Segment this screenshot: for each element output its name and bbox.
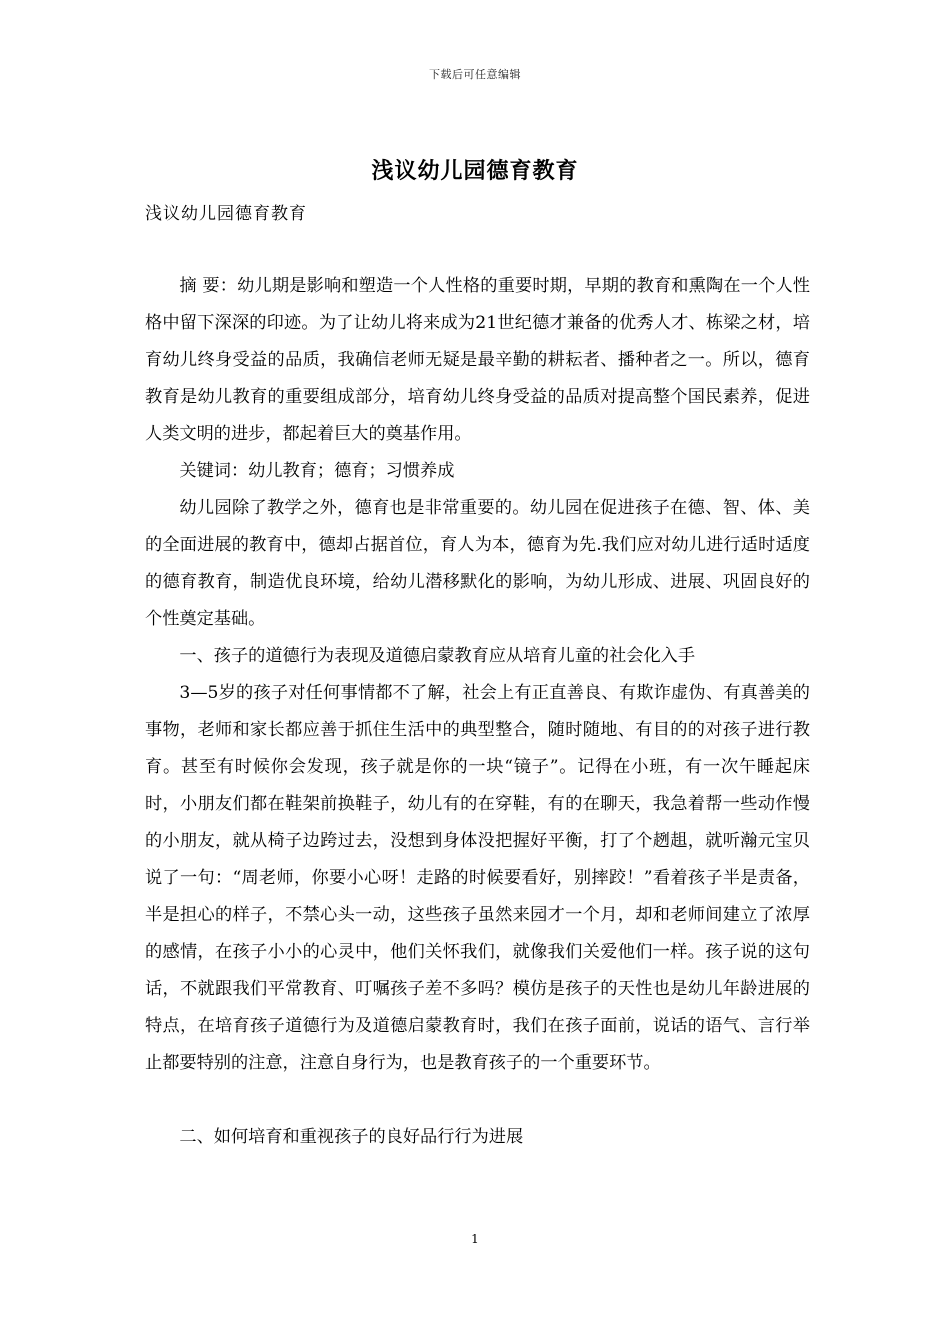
section-heading-2: 二、如何培育和重视孩子的良好品行行为进展: [179, 1127, 524, 1147]
header-note: 下载后可任意编辑: [429, 68, 521, 81]
section-heading-1: 一、孩子的道德行为表现及道德启蒙教育应从培育儿童的社会化入手: [179, 646, 696, 666]
intro-paragraph: 幼儿园除了教学之外，德育也是非常重要的。幼儿园在促进孩子在德、智、体、美的全面进展的教育中，德却占据首位，育人为本，德育为先.我们应对幼儿进行适时适度的德育教育，制造优良环境，给幼儿潜移默化的影响，为幼儿形成、进展、巩固良好的个性奠定基础。: [145, 498, 810, 629]
keywords-paragraph: 关键词：幼儿教育；德育；习惯养成: [179, 461, 455, 481]
document-subtitle: 浅议幼儿园德育教育: [145, 204, 307, 224]
page-number: 1: [471, 1232, 479, 1246]
document-title: 浅议幼儿园德育教育: [371, 158, 579, 184]
abstract-paragraph: 摘 要：幼儿期是影响和塑造一个人性格的重要时期，早期的教育和熏陶在一个人性格中留下深深的印迹。为了让幼儿将来成为21世纪德才兼备的优秀人才、栋梁之材，培育幼儿终身受益的品质，我确信老师无疑是最辛勤的耕耘者、播种者之一。所以，德育教育是幼儿教育的重要组成部分，培育幼儿终身受益的品质对提高整个国民素养，促进人类文明的进步，都起着巨大的奠基作用。: [145, 276, 810, 444]
document-body: [145, 268, 810, 1156]
section-1-paragraph: 3—5岁的孩子对任何事情都不了解，社会上有正直善良、有欺诈虚伪、有真善美的事物，老师和家长都应善于抓住生活中的典型整合，随时随地、有目的的对孩子进行教育。甚至有时候你会发现，孩子就是你的一块“镜子”。记得在小班，有一次午睡起床时，小朋友们都在鞋架前换鞋子，幼儿有的在穿鞋，有的在聊天，我急着帮一些动作慢的小朋友，就从椅子边跨过去，没想到身体没把握好平衡，打了个趔趄，就听瀚元宝贝说了一句：“周老师，你要小心呀！走路的时候要看好，别摔跤！”看着孩子半是责备，半是担心的样子，不禁心头一动，这些孩子虽然来园才一个月，却和老师间建立了浓厚的感情，在孩子小小的心灵中，他们关怀我们，就像我们关爱他们一样。孩子说的这句话，不就跟我们平常教育、叮嘱孩子差不多吗？模仿是孩子的天性也是幼儿年龄进展的特点，在培育孩子道德行为及道德启蒙教育时，我们在孩子面前，说话的语气、言行举止都要特别的注意，注意自身行为，也是教育孩子的一个重要环节。: [145, 683, 810, 1073]
